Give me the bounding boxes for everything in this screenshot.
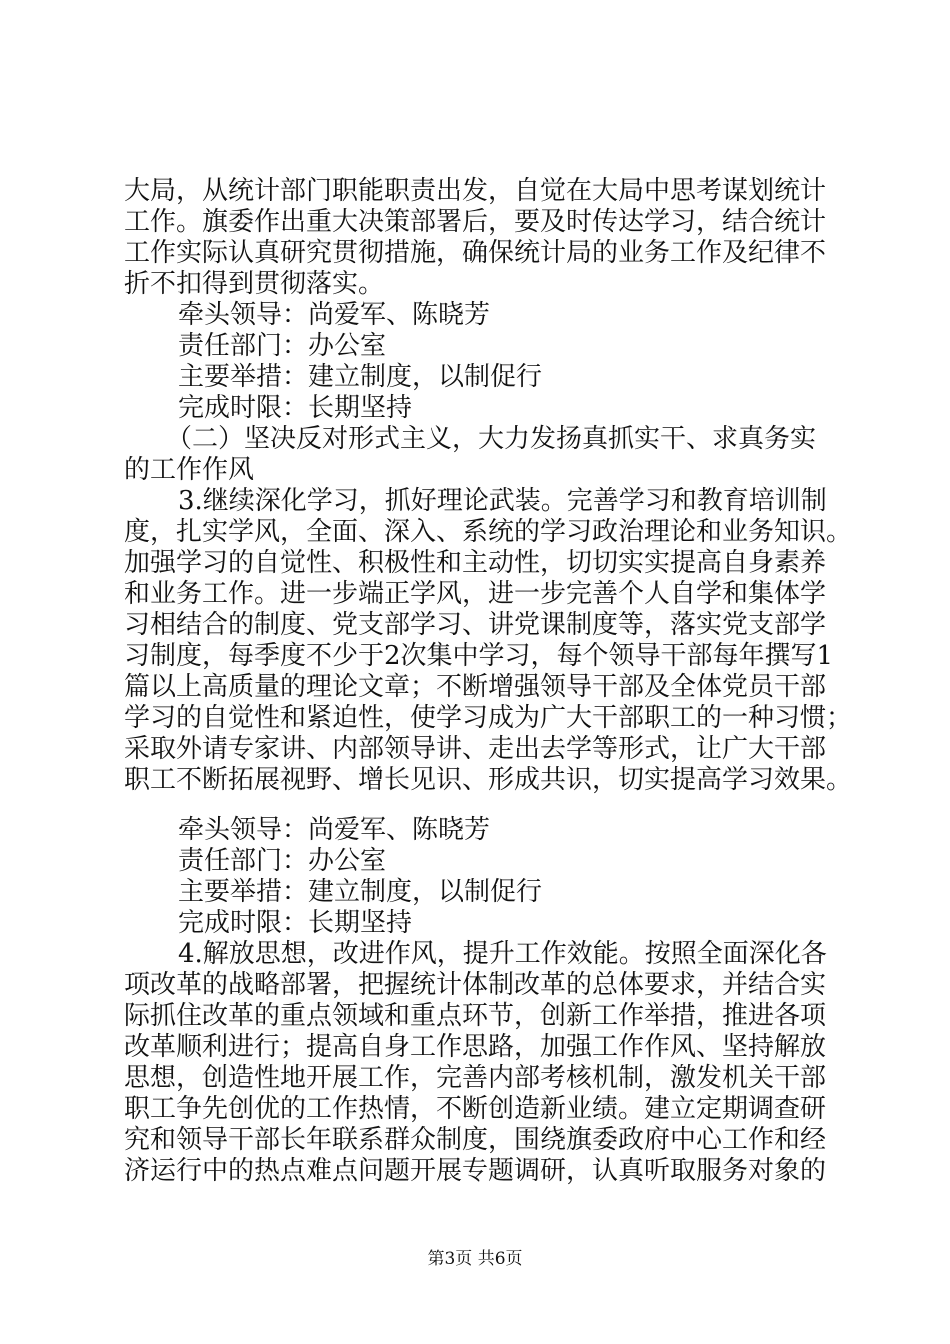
lead-leader-label: 牵头领导：尚爱军、陈晓芳 (178, 815, 491, 845)
main-measure-label: 主要举措：建立制度，以制促行 (178, 877, 543, 907)
text-line: 度，扎实学风，全面、深入、系统的学习政治理论和业务知识。 (124, 517, 853, 547)
text-line: 和业务工作。进一步端正学风，进一步完善个人自学和集体学 (124, 579, 827, 609)
text-line: 习相结合的制度、党支部学习、讲党课制度等，落实党支部学 (124, 610, 827, 640)
paragraph-start: 3.继续深化学习，抓好理论武装。完善学习和教育培训制 (178, 486, 827, 516)
text-line: 职工不断拓展视野、增长见识、形成共识，切实提高学习效果。 (124, 765, 853, 795)
text-line: 篇以上高质量的理论文章；不断增强领导干部及全体党员干部 (124, 672, 827, 702)
main-measure-label: 主要举措：建立制度，以制促行 (178, 362, 543, 392)
responsible-dept-label: 责任部门：办公室 (178, 846, 387, 876)
section-heading: 的工作作风 (124, 455, 255, 485)
deadline-label: 完成时限：长期坚持 (178, 908, 413, 938)
responsible-dept-label: 责任部门：办公室 (178, 331, 387, 361)
text-line: 采取外请专家讲、内部领导讲、走出去学等形式，让广大干部 (124, 734, 827, 764)
text-line: 大局，从统计部门职能职责出发，自觉在大局中思考谋划统计 (124, 176, 827, 206)
paragraph-start: 4.解放思想，改进作风，提升工作效能。按照全面深化各 (178, 939, 827, 969)
text-line: 思想，创造性地开展工作，完善内部考核机制，激发机关干部 (124, 1063, 827, 1093)
text-line: 学习的自觉性和紧迫性，使学习成为广大干部职工的一种习惯； (124, 703, 853, 733)
text-line: 工作实际认真研究贯彻措施，确保统计局的业务工作及纪律不 (124, 238, 827, 268)
text-line: 究和领导干部长年联系群众制度，围绕旗委政府中心工作和经 (124, 1125, 827, 1155)
text-line: 加强学习的自觉性、积极性和主动性，切切实实提高自身素养 (124, 548, 827, 578)
text-line: 折不扣得到贯彻落实。 (124, 269, 385, 299)
text-line: 改革顺利进行；提高自身工作思路，加强工作作风、坚持解放 (124, 1032, 827, 1062)
text-line: 习制度，每季度不少于2次集中学习，每个领导干部每年撰写1 (124, 641, 834, 671)
text-line: 济运行中的热点难点问题开展专题调研，认真听取服务对象的 (124, 1156, 827, 1186)
section-heading: （二）坚决反对形式主义，大力发扬真抓实干、求真务实 (166, 424, 817, 454)
text-line: 职工争先创优的工作热情，不断创造新业绩。建立定期调查研 (124, 1094, 827, 1124)
page-number-footer: 第3页 共6页 (427, 1249, 523, 1269)
text-line: 际抓住改革的重点领域和重点环节，创新工作举措，推进各项 (124, 1001, 827, 1031)
lead-leader-label: 牵头领导：尚爱军、陈晓芳 (178, 300, 491, 330)
text-line: 项改革的战略部署，把握统计体制改革的总体要求，并结合实 (124, 970, 827, 1000)
text-line: 工作。旗委作出重大决策部署后，要及时传达学习，结合统计 (124, 207, 827, 237)
deadline-label: 完成时限：长期坚持 (178, 393, 413, 423)
